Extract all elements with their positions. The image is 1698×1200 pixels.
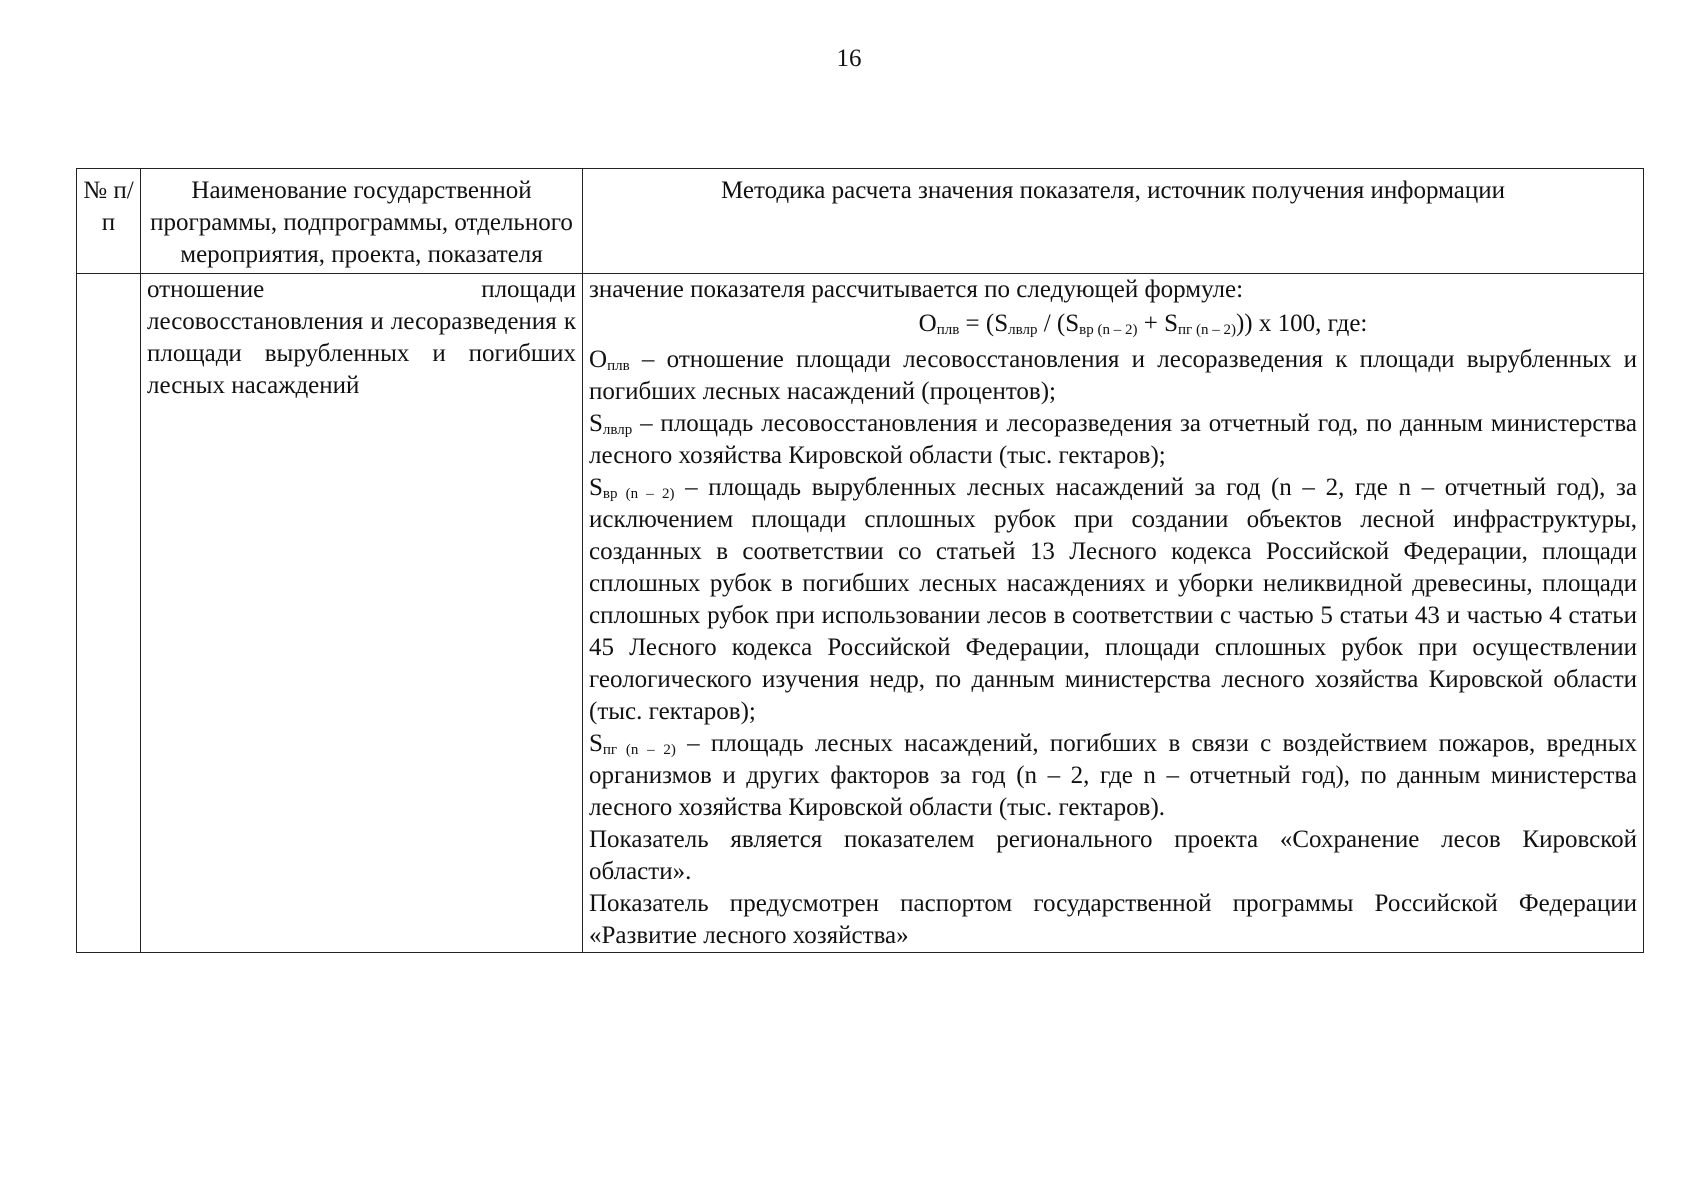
definition-spg [589, 728, 1637, 824]
formula-s3-sub: пг (n – 2) [1178, 322, 1236, 338]
header-method: Методика расчета значения показателя, источник получения информации [583, 169, 1644, 274]
definition-text: – отношение площади лесовосстановления и лесоразведения к площади вырубленных и погибших лесных насаждений (процентов); [589, 346, 1637, 405]
definition-symbol-sub: плв [607, 358, 630, 374]
formula-tail: )) х 100, где: [1235, 310, 1368, 337]
formula-intro: значение показателя рассчитывается по следующей формуле: [589, 276, 1244, 303]
formula [589, 308, 1637, 340]
header-name: Наименование государственной программы, подпрограммы, отдельного мероприятия, проекта, показателя [141, 169, 583, 274]
definition-text: – площадь лесовосстановления и лесоразведения за отчетный год, по данным министерства лесного хозяйства Кировской области (тыс. гектаров); [589, 410, 1637, 469]
definition-symbol: S [589, 730, 603, 757]
page-number: 16 [836, 45, 862, 72]
indicator-name: отношение площади лесовосстановления и лесоразведения к площади вырубленных и погибших лесных насаждений [141, 274, 583, 953]
row-num-cell [77, 274, 141, 953]
table-header-row [77, 169, 1644, 274]
definition-symbol: О [589, 346, 608, 373]
definition-symbol: S [589, 474, 603, 501]
formula-slash-open: / (S [1037, 310, 1080, 337]
formula-o: О [918, 310, 937, 337]
definition-symbol: S [589, 410, 603, 437]
formula-eq-open: = (S [959, 310, 1009, 337]
method-cell [583, 274, 1644, 953]
definition-svr [589, 472, 1637, 728]
formula-plus: + S [1137, 310, 1179, 337]
indicator-table [76, 168, 1644, 953]
formula-s2-sub: вр (n – 2) [1079, 322, 1138, 338]
definition-text: – площадь лесных насаждений, погибших в связи с воздействием пожаров, вредных организмов и других факторов за год (n – 2, где n – отчетный год), по данным министерства лесного хозяйства Кировской области (тыс. гектаров). [589, 730, 1637, 821]
definition-oplv [589, 344, 1637, 408]
definition-text: – площадь вырубленных лесных насаждений за год (n – 2, где n – отчетный год), за исключением площади сплошных рубок при создании объектов лесной инфраструктуры, созданных в соответствии со статьей 13 Лесного кодекса Российской Федерации, площади сплошных рубок в погибших лесных насаждениях и уборки неликвидной древесины, площади сплошных рубок при использовании лесов в соответствии с частью 5 статьи 43 и частью 4 статьи 45 Лесного кодекса Российской Федерации, площади сплошных рубок при осуществлении геологического изучения недр, по данным министерства лесного хозяйства Кировской области (тыс. гектаров); [589, 474, 1638, 725]
note-federal-program: Показатель предусмотрен паспортом государственной программы Российской Федерации «Развитие лесного хозяйства» [589, 890, 1637, 949]
definition-slvlr [589, 408, 1637, 472]
table-row [77, 274, 1644, 953]
definition-symbol-sub: вр (n – 2) [602, 486, 675, 502]
note-regional-project: Показатель является показателем регионального проекта «Сохранение лесов Кировской области». [589, 826, 1637, 885]
definition-symbol-sub: пг (n – 2) [602, 742, 676, 758]
header-num: № п/п [77, 169, 141, 274]
formula-o-sub: плв [936, 322, 960, 338]
definition-symbol-sub: лвлр [602, 422, 633, 438]
formula-s1-sub: лвлр [1008, 322, 1038, 338]
